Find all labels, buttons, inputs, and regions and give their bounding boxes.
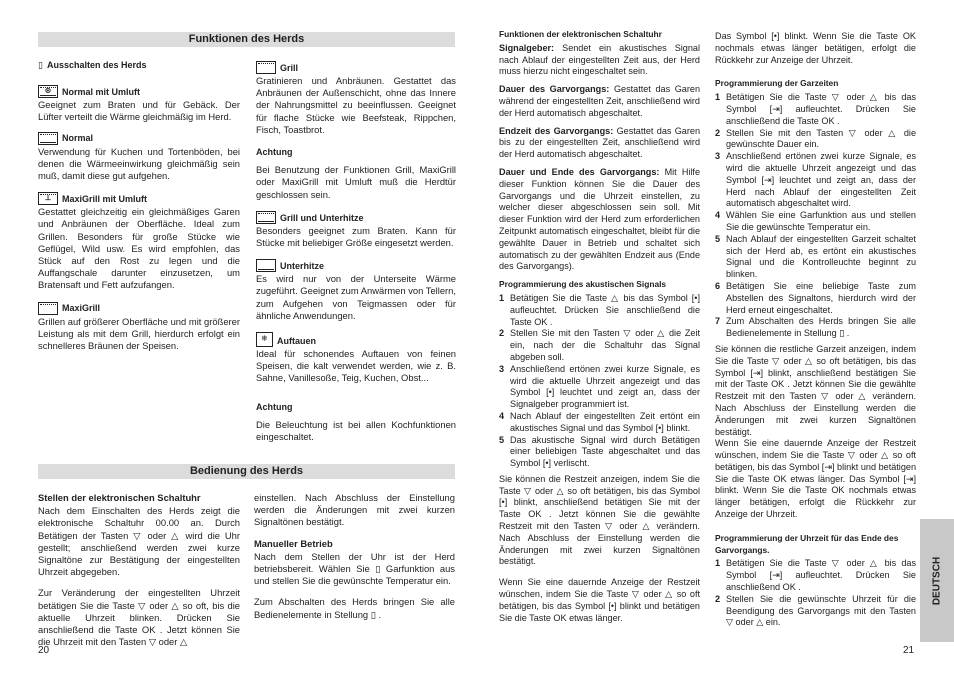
snowflake-icon: ❄ xyxy=(261,334,268,344)
step-item xyxy=(715,92,916,127)
mode-heading xyxy=(38,85,240,98)
function-text: Gestattet das Garen während der eingestellten Zeit, anschließend wird der Herd automatisch abgeschaltet. xyxy=(499,84,701,118)
left-col-d xyxy=(254,492,455,630)
mode-text: Es wird nur von der Unterseite Wärme zugeführt. Geeignet zum Anwärmen von Tellern, zum Aufgehen von Teigmassen oder für ähnliche Anwendungen. xyxy=(256,273,456,321)
function-text: Gestattet das Garen bis zu der eingestellten Zeit, anschließend wird der Herd automatisch abgeschaltet. xyxy=(499,125,701,160)
garzeit-title: Programmierung der Garzeiten xyxy=(715,78,839,89)
mode-title: Grill xyxy=(280,62,299,73)
mode-title: Normal xyxy=(62,133,94,144)
step-number: 5 xyxy=(715,233,721,244)
step-text: Stellen Sie mit den Tasten ▽ oder △ die Zeit ein, nach der die Schaltuhr das Signal abgeben soll. xyxy=(510,328,700,362)
timer-function xyxy=(499,126,700,161)
heading-operation: Bedienung des Herds xyxy=(38,464,455,479)
off-heading: ▯ Ausschalten des Herds xyxy=(38,60,147,70)
mode-heading xyxy=(256,259,456,272)
step-number: 1 xyxy=(499,292,505,303)
step-number: 1 xyxy=(715,92,721,103)
step-text: Zum Abschalten des Herds bringen Sie alle Bedienelemente in Stellung ▯ . xyxy=(726,316,916,339)
step-text: Anschließend ertönen zwei kurze Signale, es wird die aktuelle Uhrzeit angezeigt und das Symbol [⇥] leuchtet und zeigt an, dass der Herd nach Ablauf der eingestellten Zeit automatisch abgeschaltet wird. xyxy=(726,151,916,209)
modes-list-b xyxy=(256,61,456,443)
function-text: Sendet ein akustisches Signal nach Ablauf der eingestellten Zeit aus, der Herd muss hierzu nicht eingeschaltet sein. xyxy=(499,42,700,77)
mode-title: Achtung xyxy=(256,147,293,158)
function-term: Endzeit des Garvorgangs: xyxy=(499,125,614,136)
manual-title: Manueller Betrieb xyxy=(254,537,333,549)
timer-paragraph-2: Zur Veränderung der eingestellten Uhrzeit betätigen Sie die Taste ▽ oder △ so oft, bis die aktuelle Uhrzeit blinken. Drücken Sie anschließend die Taste OK . Jetzt können Sie die Uhrzeit mit den Tasten ▽ oder △ xyxy=(38,587,240,648)
mode-text: Verwendung für Kuchen und Tortenböden, bei denen die Wärmeeinwirkung gleichmäßig sein muß, damit diese gut aufgehen. xyxy=(38,145,240,182)
defrost-icon xyxy=(256,332,273,347)
step-number: 1 xyxy=(715,558,721,569)
signal-after-1: Sie können die Restzeit anzeigen, indem Sie die Taste ▽ oder △ so oft betätigen, bis das Symbol [•] blinkt, anschließend betätigen Sie mit der Taste OK . Jetzt können Sie die gewählte Restzeit mit den Tasten ▽ oder △ verändern. Nach Abschluss der Einstellung werden die Änderungen mit zwei kurzen Signaltönen bestätigt. xyxy=(499,473,700,567)
timer-function xyxy=(499,43,700,78)
step-item xyxy=(715,151,916,210)
mode-text: Gratinieren und Anbräunen. Gestattet das Anbräunen der Außenschicht, ohne das Innere der Nahrungsmittel zu beeinflussen. Geeignet für flache Stücke wie Beefsteak, Rippchen, Fisch, Toastbrot. xyxy=(256,75,456,135)
step-number: 6 xyxy=(715,280,721,291)
step-number: 3 xyxy=(499,363,505,374)
step-text: Anschließend ertönen zwei kurze Signale, es wird die aktuelle Uhrzeit angezeigt und das Symbol [•] leuchtet und zeigt an, dass der Signalgeber programmiert ist. xyxy=(510,363,700,410)
function-term: Signalgeber: xyxy=(499,42,555,53)
oven-mode-icon xyxy=(38,85,58,98)
mode-heading xyxy=(256,332,456,347)
oven-mode-icon xyxy=(256,211,276,224)
signal-steps xyxy=(499,293,700,470)
mode-title: Achtung xyxy=(256,401,293,412)
mode-text: Besonders geeignet zum Braten. Kann für Stücke mit beliebiger Größe eingesetzt werden. xyxy=(256,224,456,249)
garzeit-steps xyxy=(715,92,916,340)
mode-title: Normal mit Umluft xyxy=(62,87,141,97)
signal-title: Programmierung des akustischen Signals xyxy=(499,279,667,290)
step-number: 2 xyxy=(715,593,721,604)
mode-block xyxy=(256,211,456,249)
mode-heading xyxy=(38,132,240,145)
mode-heading xyxy=(256,211,456,224)
mode-title: Grill und Unterhitze xyxy=(280,212,364,223)
step-item xyxy=(715,558,916,593)
mode-glyph-icon: ⊛ xyxy=(44,86,52,96)
step-number: 4 xyxy=(499,410,505,421)
oven-mode-icon xyxy=(38,302,58,315)
mode-block xyxy=(38,302,240,353)
mode-block xyxy=(256,146,456,201)
step-item xyxy=(715,234,916,281)
mode-heading xyxy=(256,401,456,413)
step-item xyxy=(499,328,700,363)
mode-title: Auftauen xyxy=(277,335,316,346)
step-text: Wählen Sie eine Garfunktion aus und stellen Sie die gewünschte Temperatur ein. xyxy=(726,210,916,232)
modes-list-a xyxy=(38,85,240,352)
oven-mode-icon xyxy=(256,61,276,74)
mode-block xyxy=(38,85,240,123)
step-item xyxy=(715,594,916,629)
step-text: Betätigen Sie die Taste ▽ oder △ bis das Symbol [⇥] aufleuchtet. Drücken Sie anschließend die Taste OK . xyxy=(726,92,916,126)
page-number-left: 20 xyxy=(38,645,50,656)
end-title: Programmierung der Uhrzeit für das Ende des Garvorgangs. xyxy=(715,532,899,555)
step-number: 7 xyxy=(715,316,721,327)
garzeit-after-1: Sie können die restliche Garzeit anzeigen, indem Sie die Taste ▽ oder △ so oft betätigen, bis das Symbol [⇥] blinkt, anschließend bestätigen Sie mit der Taste OK . Jetzt können Sie die gewählte Restzeit mit den Tasten ▽ oder △ verändern. Nach Abschluss der Einstellung werden die Änderungen mit zwei kurzen Signaltönen bestätigt. xyxy=(715,343,916,437)
step-item xyxy=(499,364,700,411)
function-text: Mit Hilfe dieser Funktion können Sie die Dauer des Garvorgangs und die Uhrzeit einstellen, zu welcher dieser abgeschlossen sein soll. Mit dieser Funktion wird der Herd zum erforderlichen Zeitpunkt automatisch eingeschaltet, bleibt für die gewählte Dauer in Betrieb und schaltet sich automatisch zu der gewählten Endzeit aus (Ende des Garvorgangs). xyxy=(499,166,701,272)
oven-mode-icon xyxy=(38,192,58,205)
step-item xyxy=(499,293,700,328)
mode-text: Gestattet gleichzeitig ein gleichmäßiges Garen und Anbräunen der Oberfläche. Ideal zum Grillen. Besonders für große Stücke wie Geflügel, Wild usw. Es wird empfohlen, das Stück auf den Rost zu legen und die Auffangschale darunter einzusetzen, um Bratensaft und Fett aufzufangen. xyxy=(38,206,240,291)
language-tab: DEUTSCH xyxy=(920,519,954,642)
mode-text: Ideal für schonendes Auftauen von feinen Speisen, die kalt verwendet werden, wie z. B. Sahne, Vanillesoße, Teig, Kuchen, Obst... xyxy=(256,348,456,384)
step-item xyxy=(715,316,916,340)
heading-functions: Funktionen des Herds xyxy=(38,32,455,47)
function-term: Dauer des Garvorgangs: xyxy=(499,84,610,95)
mode-block xyxy=(256,332,456,385)
page-number-right: 21 xyxy=(903,645,915,656)
signal-after-2: Wenn Sie eine dauernde Anzeige der Restzeit wünschen, indem Sie die Taste ▽ oder △ so oft betätigen, bis das Symbol [•] blinkt und betätigen Sie die Taste OK etwas länger. xyxy=(499,577,700,623)
right-col-a xyxy=(499,29,700,633)
step-text: Betätigen Sie die Taste △ bis das Symbol [•] aufleuchtet. Drücken Sie anschließend die Taste OK . xyxy=(510,292,700,327)
mode-heading xyxy=(256,146,456,158)
step-item xyxy=(715,210,916,234)
timer-function xyxy=(499,167,700,273)
mode-heading xyxy=(256,61,456,74)
mode-block xyxy=(38,192,240,291)
oven-mode-icon xyxy=(38,132,58,145)
step-text: Stellen Sie die gewünschte Uhrzeit für die Beendigung des Garvorgangs mit den Tasten ▽ oder △ ein. xyxy=(726,593,916,628)
mode-heading xyxy=(38,302,240,315)
mode-title: MaxiGrill mit Umluft xyxy=(62,194,148,205)
right-col-b xyxy=(715,31,916,633)
timer-paragraph-1: Nach dem Einschalten des Herds zeigt die elektronische Schaltuhr 00.00 an. Durch Betätigen der Tasten ▽ oder △ wird die Uhr gestellt; anschließend werden zwei kurze Signaltöne zur Bestätigung der eingestellten Uhrzeit abgegeben. xyxy=(38,505,240,578)
step-text: Nach Ablauf der eingestellten Garzeit schaltet sich der Herd ab, es ertönt ein akustisches Signal und die Kontrolleuchte beginnt zu blinken. xyxy=(726,233,916,280)
mode-text: Grillen auf größerer Oberfläche und mit größerer Leistung als mit dem Grill, hierdurch erfolgt ein schnelleres Bräunen der Speisen. xyxy=(38,315,240,352)
step-number: 5 xyxy=(499,434,505,445)
step-text: Das akustische Signal wird durch Betätigen einer beliebigen Taste abgeschaltet und das Symbol [•] verlischt. xyxy=(510,434,700,469)
step-text: Betätigen Sie die Taste ▽ oder △ bis das Symbol [⇥] aufleuchtet. Drücken Sie anschließend OK . xyxy=(726,558,916,593)
garzeit-after-2: Wenn Sie eine dauernde Anzeige der Restzeit wünschen, indem Sie die Taste ▽ oder △ so oft betätigen, bis das Symbol [⇥] blinkt und betätigen Sie die Taste OK etwas länger. Das Symbol [⇥] blinkt. Wenn Sie die Taste OK nochmals etwas länger betätigen, erfolgt die Rückkehr zur Anzeige der Uhrzeit. xyxy=(715,438,916,520)
off-position-icon: ▯ xyxy=(38,60,43,70)
step-number: 2 xyxy=(499,328,505,339)
mode-glyph-icon: ⟂ xyxy=(45,193,51,203)
step-text: Nach Ablauf der eingestellten Zeit ertönt ein akustisches Signal und das Symbol [•] blinkt. xyxy=(510,410,700,433)
timer-paragraph-3: einstellen. Nach Abschluss der Einstellung werden die Änderungen mit zwei kurzen Signaltönen bestätigt. xyxy=(254,492,455,528)
manual-paragraph-1: Nach dem Stellen der Uhr ist der Herd betriebsbereit. Wählen Sie ▯ Garfunktion aus und stellen Sie die gewünschte Temperatur ein. xyxy=(254,550,455,587)
step-item xyxy=(715,281,916,316)
left-col-c xyxy=(38,492,240,657)
timer-title: Stellen der elektronischen Schaltuhr xyxy=(38,492,201,503)
step-number: 2 xyxy=(715,127,721,138)
oven-mode-icon xyxy=(256,259,276,272)
step-text: Stellen Sie mit den Tasten ▽ oder △ die gewünschte Dauer ein. xyxy=(726,127,916,150)
function-term: Dauer und Ende des Garvorgangs: xyxy=(499,166,660,177)
mode-text: Bei Benutzung der Funktionen Grill, MaxiGrill oder MaxiGrill mit Umluft muß die Herdtür geschlossen sein. xyxy=(256,164,456,200)
left-col-a xyxy=(38,59,240,352)
functions-title: Funktionen der elektronischen Schaltuhr xyxy=(499,29,662,39)
col4-top: Das Symbol [•] blinkt. Wenn Sie die Taste OK nochmals etwas länger betätigen, erfolgt die Rückkehr zur Anzeige der Uhrzeit. xyxy=(715,31,916,65)
step-item xyxy=(715,128,916,152)
mode-block xyxy=(38,132,240,183)
step-item xyxy=(499,435,700,470)
mode-block xyxy=(256,61,456,136)
step-number: 3 xyxy=(715,151,721,162)
step-text: Betätigen Sie eine beliebige Taste zum Abstellen des Signaltons, hierdurch wird der Herd erneut eingeschaltet. xyxy=(726,280,916,315)
mode-text: Die Beleuchtung ist bei allen Kochfunktionen eingeschaltet. xyxy=(256,418,456,443)
mode-block xyxy=(256,259,456,322)
timer-function xyxy=(499,84,700,119)
mode-title: Unterhitze xyxy=(280,261,325,272)
manual-paragraph-2: Zum Abschalten des Herds bringen Sie alle Bedienelemente in Stellung ▯ . xyxy=(254,596,455,620)
functions-list xyxy=(499,43,700,273)
mode-text: Geeignet zum Braten und für Gebäck. Der Lüfter verteilt die Wärme gleichmäßig im Herd. xyxy=(38,99,240,123)
mode-block xyxy=(256,401,456,444)
mode-heading xyxy=(38,192,240,205)
end-steps xyxy=(715,558,916,629)
step-item xyxy=(499,411,700,435)
mode-title: MaxiGrill xyxy=(62,303,101,314)
step-number: 4 xyxy=(715,210,721,221)
left-col-b xyxy=(256,61,456,443)
